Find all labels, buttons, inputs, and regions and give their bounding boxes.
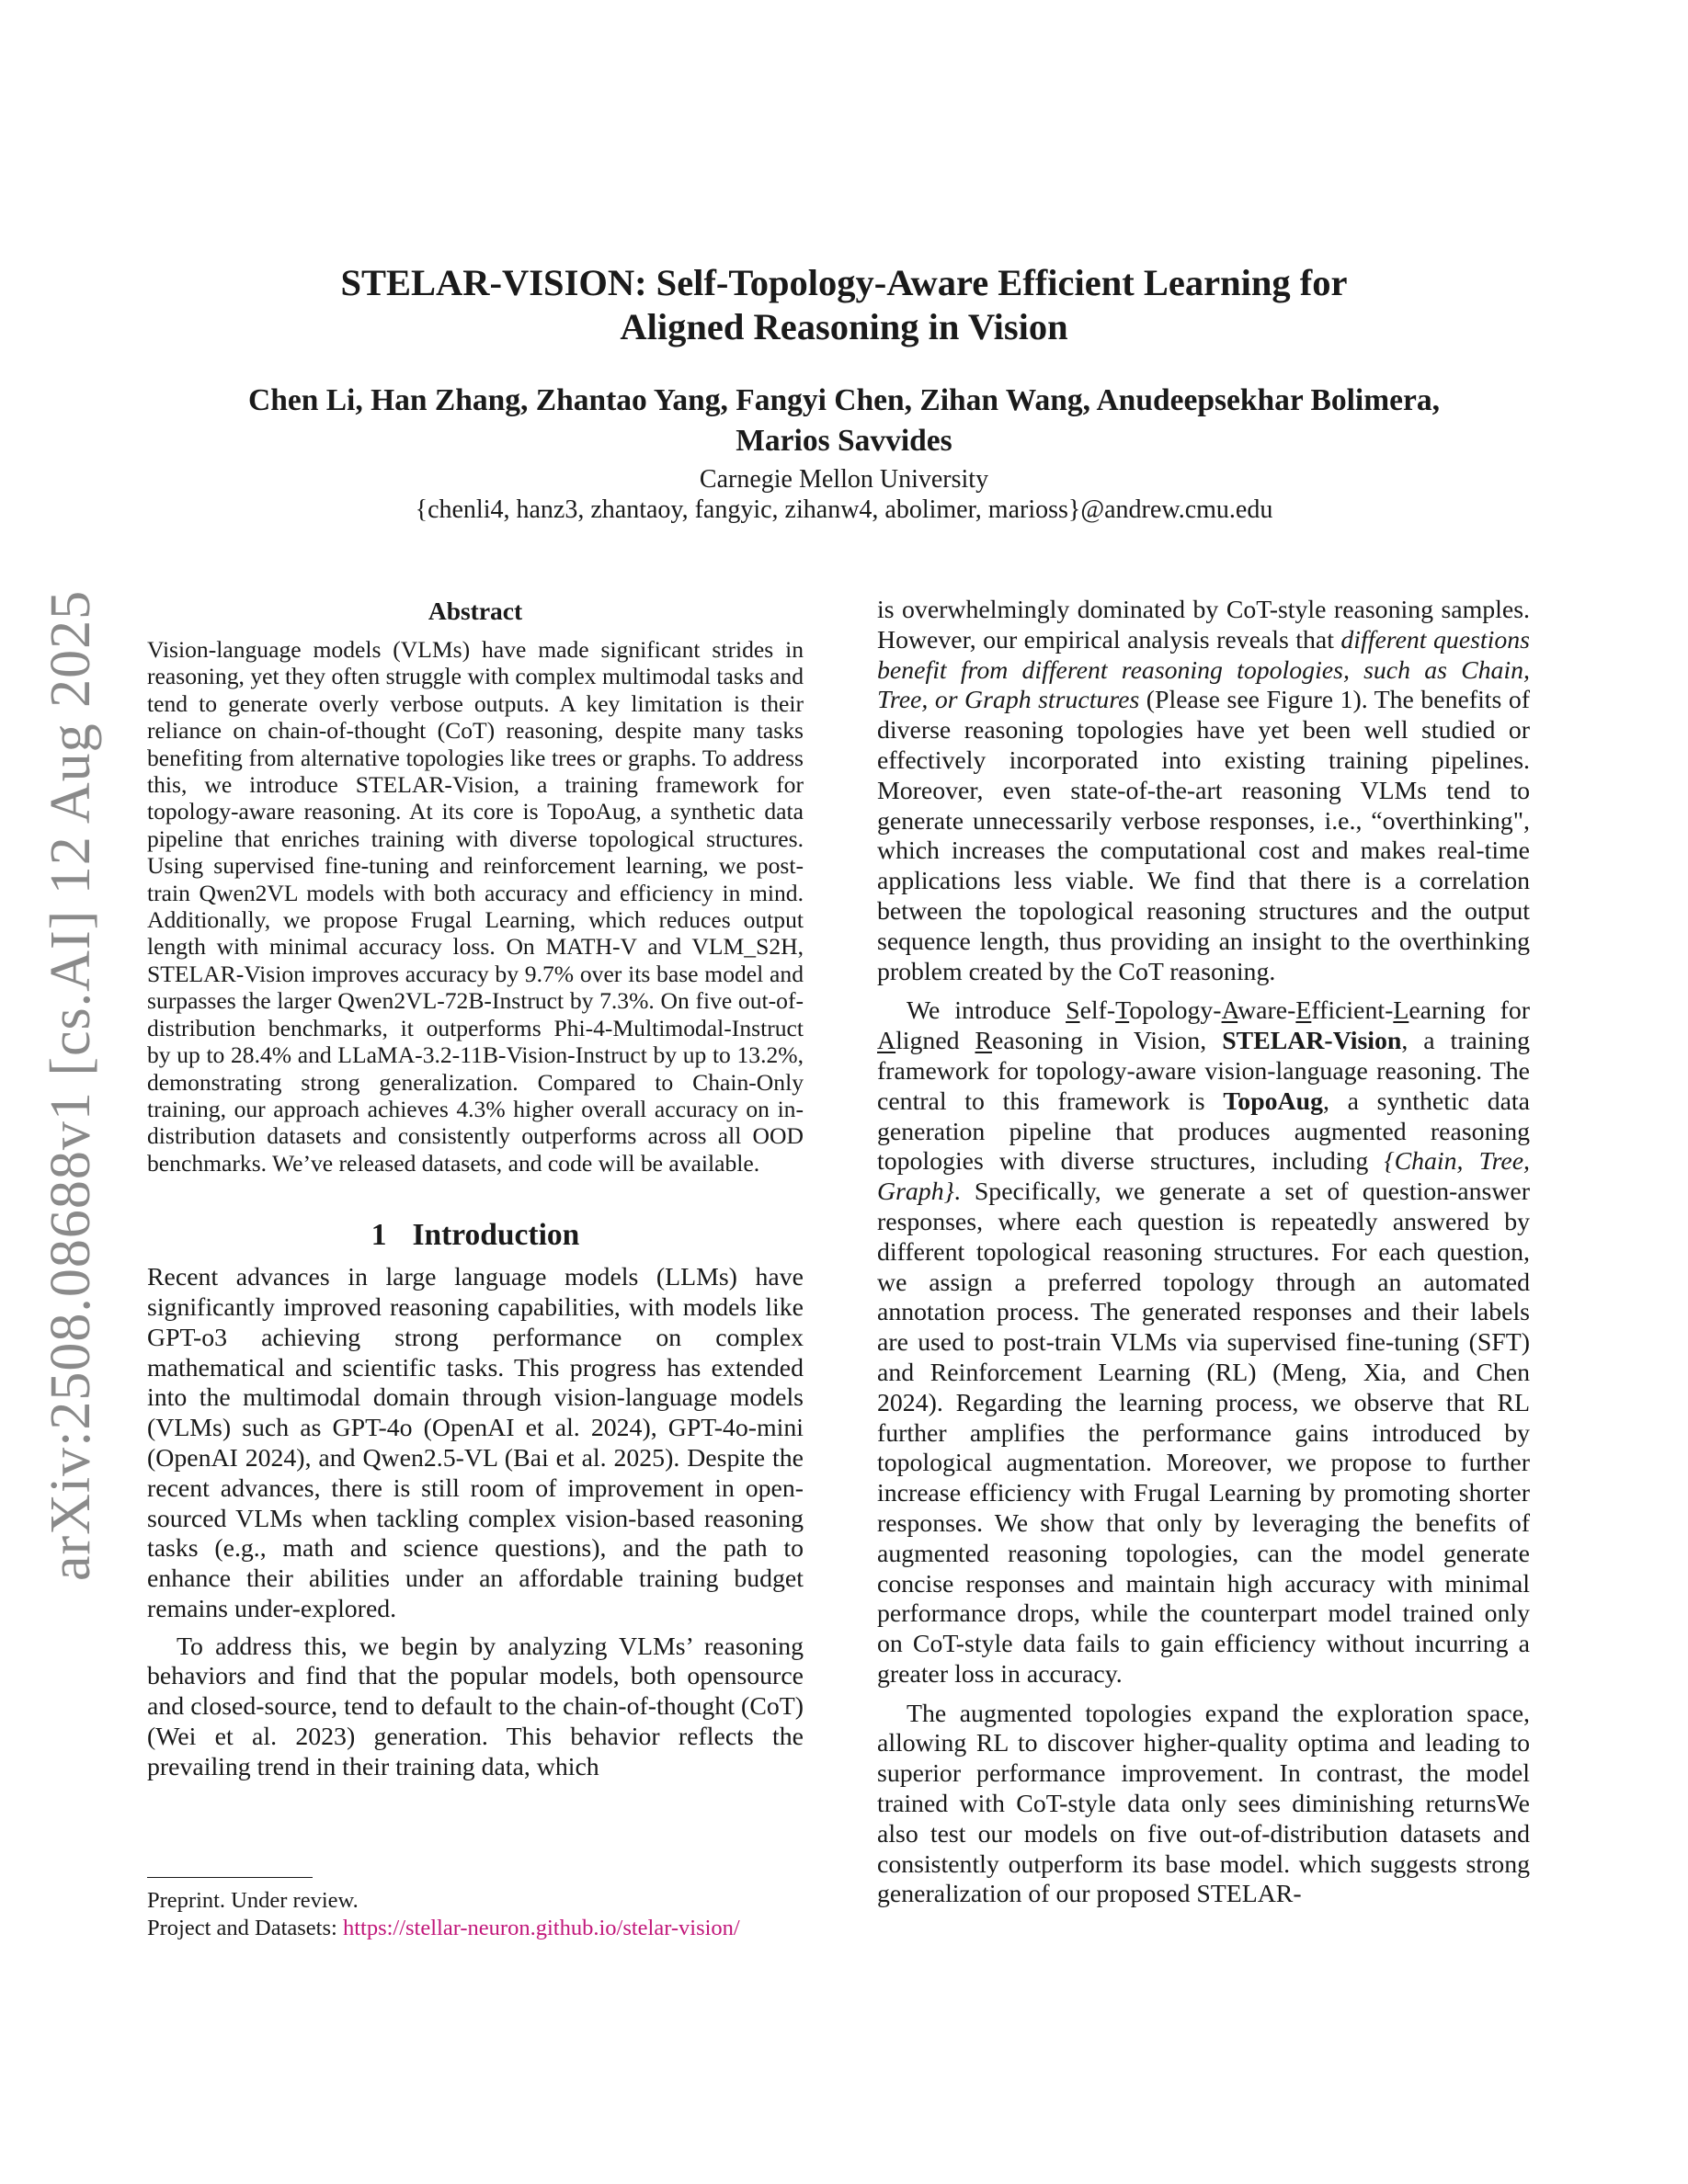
intro-paragraph-1: Recent advances in large language models (LLMs) have significantly improved reasoning capabilities, with models like GPT-o3 achieving strong performance on complex mathematical and scientific tasks. This progress has extended into the multimodal domain through vision-language models (VLMs) such as GPT-4o (OpenAI et al. 2024), GPT-4o-mini (OpenAI 2024), and Qwen2.5-VL (Bai et al. 2025). Despite the recent advances, there is still room of improvement in open-sourced VLMs when tackling complex vision-based reasoning tasks (e.g., math and science questions), and the path to enhance their abilities under an affordable training budget remains under-explored. [147,1263,804,1623]
project-link[interactable]: https://stellar-neuron.github.io/stelar-vision/ [342,1916,740,1940]
title-line-2: Aligned Reasoning in Vision [620,306,1068,347]
right-para1-start: is overwhelmingly dominated by CoT-style reasoning samples. However, our empirical analysis reveals that [877,596,1530,654]
abstract-text: Vision-language models (VLMs) have made significant strides in reasoning, yet they often struggle with complex multimodal tasks and tend to generate overly verbose outputs. A key limitation is their reliance on chain-of-thought (CoT) reasoning, despite many tasks benefiting from alternative topologies like trees or graphs. To address this, we introduce STELAR-Vision, a training framework for topology-aware reasoning. At its core is TopoAug, a synthetic data pipeline that enriches training with diverse topological structures. Using supervised fine-tuning and reinforcement learning, we post-train Qwen2VL models with both accuracy and efficiency in mind. Additionally, we propose Frugal Learning, which reduces output length with minimal accuracy loss. On MATH-V and VLM_S2H, STELAR-Vision improves accuracy by 9.7% over its base model and surpasses the larger Qwen2VL-72B-Instruct by 7.3%. On five out-of-distribution benchmarks, it outperforms Phi-4-Multimodal-Instruct by up to 28.4% and LLaMA-3.2-11B-Vision-Instruct by up to 13.2%, demonstrating strong generalization. Compared to Chain-Only training, our approach achieves 4.3% higher overall accuracy on in-distribution datasets and consistently outperforms across all OOD benchmarks. We’ve released datasets, and code will be available. [147,636,804,1177]
abstract-heading: Abstract [428,597,523,625]
footnote-project [147,1915,804,1942]
section-title: Introduction [412,1218,580,1253]
acronym-topology: opology- [1129,996,1222,1026]
acronym-learning: earning for [1409,996,1530,1026]
topoaug-name: TopoAug [1223,1086,1323,1116]
framework-name: STELAR-Vision [1222,1027,1402,1056]
section-number: 1 [371,1218,387,1253]
acronym-l: L [1393,996,1409,1026]
footnote-project-label: Project and Datasets: [147,1916,343,1940]
paper-title [147,261,1541,349]
acronym-efficient: fficient- [1311,996,1394,1026]
acronym-s: S [1066,996,1080,1026]
title-line-1: STELAR-VISION: Self-Topology-Aware Efficient Learning for [340,262,1348,303]
authors-line-2: Marios Savvides [736,424,952,458]
acronym-reasoning: easoning in Vision, [992,1027,1223,1056]
acronym-aware: ware- [1237,996,1296,1026]
acronym-a2: A [877,1027,896,1056]
footnote [147,1877,804,1942]
introduction-heading [147,1217,804,1254]
footnote-preprint: Preprint. Under review. [147,1888,359,1913]
affiliation: Carnegie Mellon University [699,465,989,494]
right-paragraph-2 [877,996,1530,1689]
author-list [147,381,1541,461]
footnote-rule [147,1877,313,1878]
intro-paragraph-2: To address this, we begin by analyzing VLMs’ reasoning behaviors and find that the popular models, both opensource and closed-source, tend to default to the chain-of-thought (CoT) (Wei et al. 2023) generation. This behavior reflects the prevailing trend in their training data, which [147,1632,804,1781]
arxiv-identifier-stamp: arXiv:2508.08688v1 [cs.AI] 12 Aug 2025 [40,589,102,1581]
author-emails: {chenli4, hanz3, zhantaoy, fangyic, zihanw4, abolimer, marioss}@andrew.cmu.edu [415,495,1273,524]
acronym-e: E [1295,996,1312,1026]
right-para1-end: (Please see Figure 1). The benefits of diverse reasoning topologies have yet been well studied or effectively incorporated into existing training pipelines. Moreover, even state-of-the-art reasoning VLMs tend to generate unnecessarily verbose responses, i.e., “overthinking", which increases the computational cost and makes real-time applications less viable. We find that there is a correlation between the topological reasoning structures and the output sequence length, thus providing an insight to the overthinking problem created by the CoT reasoning. [877,686,1530,986]
para2-middle-2: , a synthetic data generation pipeline that produces augmented reasoning topologies with diverse structures, including [877,1086,1530,1177]
authors-line-1: Chen Li, Han Zhang, Zhantao Yang, Fangyi Chen, Zihan Wang, Anudeepsekhar Bolimera, [248,383,1440,417]
para2-intro: We introduce [907,996,1066,1026]
right-para1-emphasis: different questions benefit from different reasoning topologies, such as Chain, Tree, or Graph structures [877,625,1530,715]
right-column [877,596,1530,1910]
left-column [147,596,804,1783]
right-paragraph-1 [877,596,1530,987]
acronym-aligned: ligned [895,1027,975,1056]
acronym-self: elf- [1079,996,1116,1026]
acronym-a: A [1221,996,1238,1026]
acronym-r: R [975,1027,993,1056]
acronym-t: T [1115,996,1130,1026]
topology-set: {Chain, Tree, Graph} [877,1147,1530,1207]
right-paragraph-3: The augmented topologies expand the exploration space, allowing RL to discover higher-quality optima and leading to superior performance improvement. In contrast, the model trained with CoT-style data only sees diminishing returnsWe also test our models on five out-of-distribution datasets and consistently outperform its base model. which suggests strong generalization of our proposed STELAR- [877,1699,1530,1909]
para2-rest: . Specifically, we generate a set of question-answer responses, where each question is repeatedly answered by different topological reasoning structures. For each question, we assign a preferred topology through an automated annotation process. The generated responses and their labels are used to post-train VLMs via supervised fine-tuning (SFT) and Reinforcement Learning (RL) (Meng, Xia, and Chen 2024). Regarding the learning process, we observe that RL further amplifies the performance gains introduced by topological augmentation. Moreover, we propose to further increase efficiency with Frugal Learning by promoting shorter responses. We show that only by leveraging the benefits of augmented reasoning topologies, can the model generate concise responses and maintain high accuracy with minimal performance drops, while the counterpart model trained only on CoT-style data fails to gain efficiency without incurring a greater loss in accuracy. [877,1177,1530,1689]
para2-middle: , a training framework for topology-aware vision-language reasoning. The central to this framework is [877,1027,1530,1116]
